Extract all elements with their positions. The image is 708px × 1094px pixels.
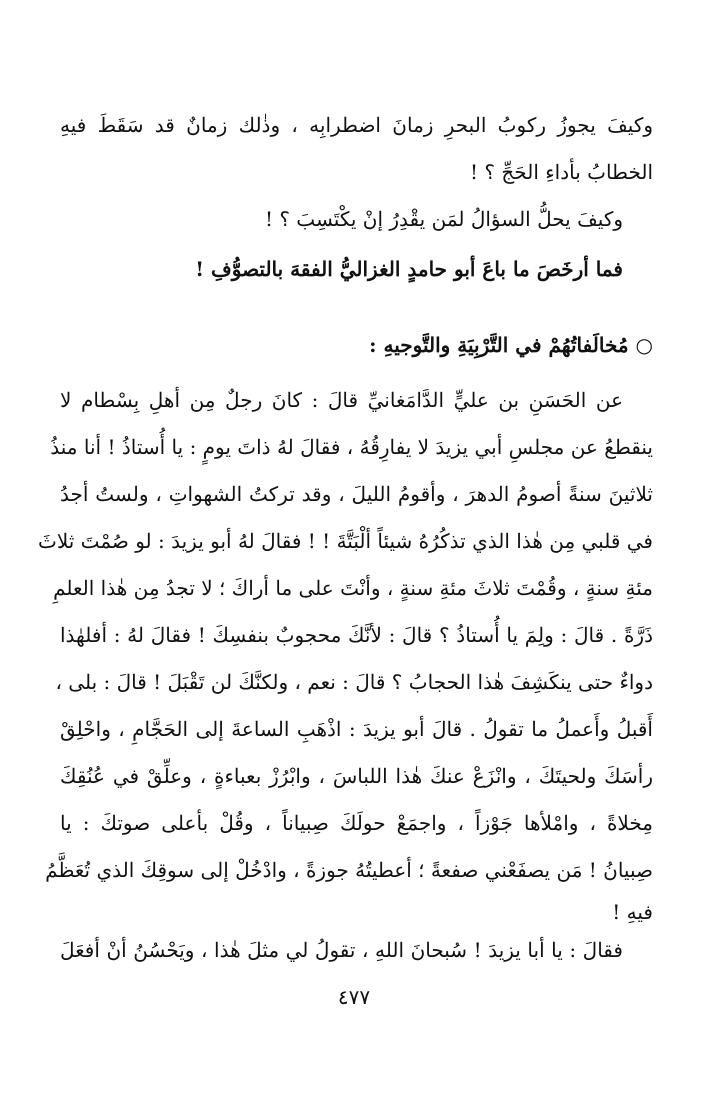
story-line-3: ثلاثينَ سنةً أصومُ الدهرَ ، وأقومُ الليلَ ، وقد تركتُ الشهواتِ ، ولستُ أجدُ (60, 482, 653, 506)
story-line-5: مئةِ سنةٍ ، وقُمْتَ ثلاثَ مئةِ سنةٍ ، وأنْتَ على ما أراكَ ؛ لا تجدُ مِن هٰذا العلمِ (53, 576, 653, 600)
section-heading: ○ مُخالَفاتُهُمْ في التَّرْبِيَةِ والتَّوجيهِ : (369, 333, 653, 357)
intro-line-1: وكيفَ يجوزُ ركوبُ البحرِ زمانَ اضطرابِه ، وذٰلك زمانٌ قد سَقَطَ فيهِ (60, 113, 653, 137)
story-line-7: دواءٌ حتى ينكَشِفَ هٰذا الحجابُ ؟ قالَ : نعم ، ولكنَّكَ لن تَقْبَلَ ! قالَ : بلى ، (55, 670, 653, 694)
story-line-1: عن الحَسَنِ بن عليٍّ الدَّامَغانيِّ قالَ : كانَ رجلٌ مِن أهلِ بِسْطام لا (60, 388, 623, 412)
page-number: ٤٧٧ (337, 985, 371, 1009)
story-line-4: في قلبي مِن هٰذا الذي تذكُرُهُ شيئاً ألْبَتَّةَ ! ! فقالَ لهُ أبو يزيدَ : لو صُمْتَ ثلاثَ (38, 529, 653, 553)
story-line-2: ينقطعُ عن مجلسِ أبي يزيدَ لا يفارِقُهُ ، فقالَ لهُ ذاتَ يومٍ : يا أُستاذُ ! أنا منذُ (50, 435, 653, 459)
intro-line-2: الخطابُ بأداءِ الحَجِّ ؟ ! (470, 160, 653, 184)
story-line-11: صِبيانُ ! مَن يصفَعْني صفعةً ؛ أعطيتُهُ جوزةً ، وادْخُلْ إلى سوقِكَ الذي تُعَظَّمُ (45, 858, 653, 882)
story-line-6: ذَرَّةً . قالَ : ولِمَ يا أُستاذُ ؟ قالَ : لأنَّكَ محجوبٌ بنفسِكَ ! فقالَ لهُ : أفلهٰذا (60, 623, 653, 647)
story-line-12: فيهِ ! (612, 900, 653, 924)
intro-line-4: فما أرخَصَ ما باعَ أبو حامدٍ الغزاليُّ الفقهَ بالتصوُّفِ ! (195, 257, 623, 281)
intro-line-3: وكيفَ يحلُّ السؤالُ لمَن يقْدِرُ إنْ يكْتَسِبَ ؟ ! (264, 207, 623, 231)
story-line-9: رأسَكَ ولحيتَكَ ، وانْزَعْ عنكَ هٰذا اللباسَ ، وابْرُزْ بعباءةٍ ، وعلِّقْ في عُنُقِكَ (60, 764, 653, 788)
story-line-8: أَقبلُ وأَعملُ ما تقولُ . قالَ أبو يزيدَ : اذْهَبِ الساعةَ إلى الحَجَّامِ ، واحْلِقْ (60, 717, 653, 741)
story-line-10: مِخلاةً ، وامْلأها جَوْزاً ، واجمَعْ حولَكَ صِبياناً ، وقُلْ بأعلى صوتكَ : يا (60, 811, 653, 835)
closing-line: فقالَ : يا أبا يزيدَ ! سُبحانَ اللهِ ، تقولُ لي مثلَ هٰذا ، ويَحْسُنُ أنْ أفعَلَ (60, 938, 623, 962)
